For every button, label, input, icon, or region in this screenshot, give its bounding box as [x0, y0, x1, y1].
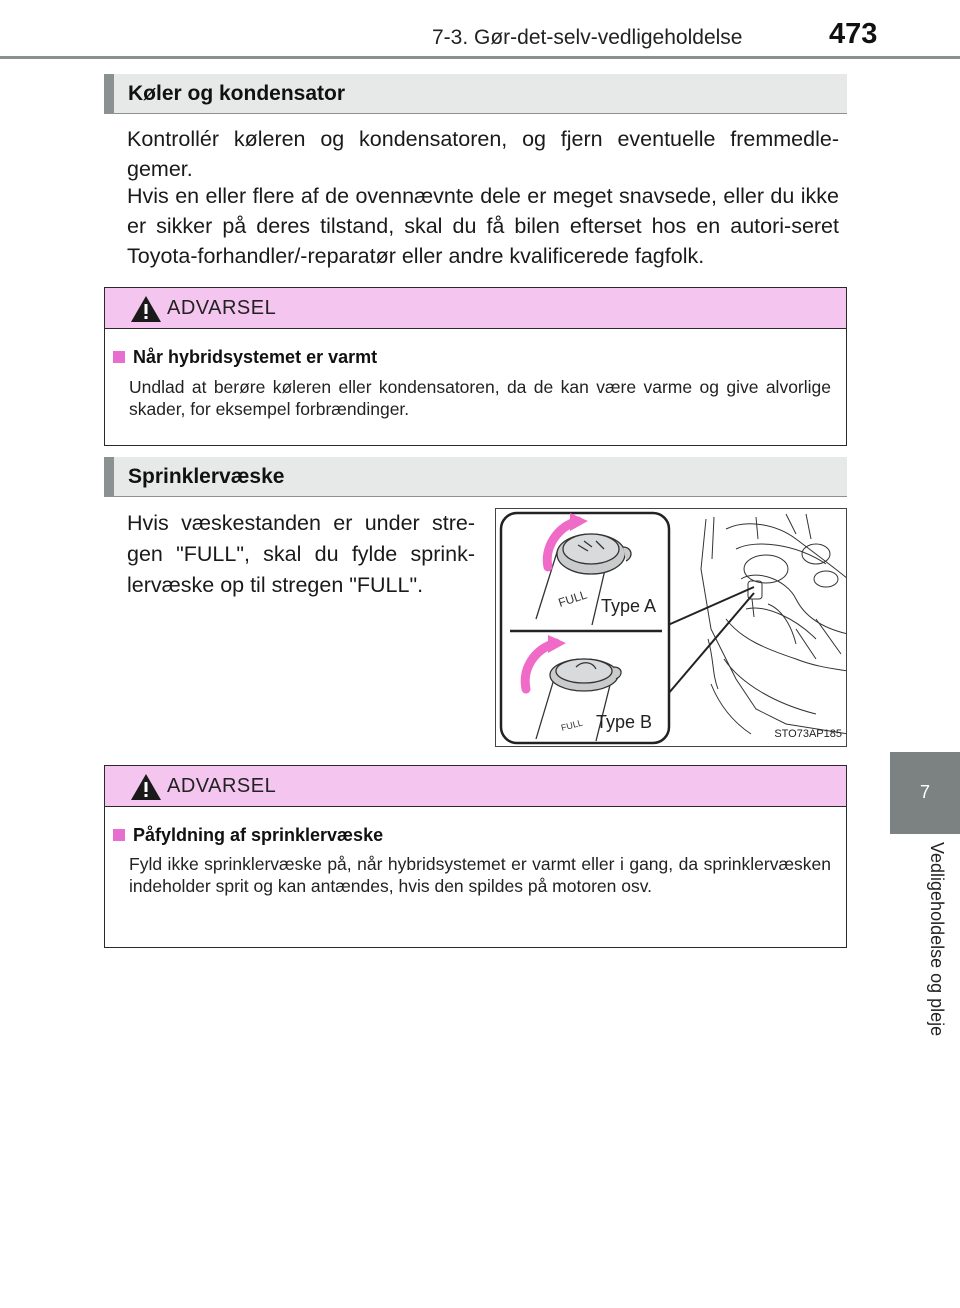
washer-fluid-paragraph: Hvis væskestanden er under stre-gen "FULL", skal du fylde sprink-lervæske op til stregen "FULL".	[127, 511, 475, 597]
warning-triangle-icon	[129, 294, 163, 324]
chapter-tab-label: Vedligeholdelse og pleje	[927, 842, 947, 1037]
radiator-paragraph-2: Hvis en eller flere af de ovennævnte dele er meget snavsede, eller du ikke er sikker på deres tilstand, skal du få bilen efterset hos en autori-seret Toyota-forhandler/-reparatør eller andre kvalificerede fagfolk.	[127, 184, 839, 268]
cap-label-a: FULL	[556, 587, 589, 610]
chapter-tab-number: 7	[919, 782, 930, 802]
figure-label-type-b: Type B	[596, 712, 653, 732]
warning-title: ADVARSEL	[167, 775, 277, 797]
warning-heading-text: Når hybridsystemet er varmt	[133, 347, 378, 367]
section-heading-text: Køler og kondensator	[128, 82, 346, 105]
warning-header	[105, 766, 846, 807]
section-heading-washer-fluid	[104, 457, 847, 497]
header-divider	[0, 56, 960, 59]
warning-title: ADVARSEL	[167, 297, 277, 319]
section-heading-text: Sprinklervæske	[128, 465, 285, 488]
radiator-paragraph-1: Kontrollér køleren og kondensatoren, og fjern eventuelle fremmedle-gemer.	[127, 127, 839, 181]
figure-code: STO73AP185	[774, 728, 842, 740]
bullet-square-icon	[113, 351, 125, 363]
warning-header	[105, 288, 846, 329]
warning-heading-text: Påfyldning af sprinklervæske	[133, 825, 384, 845]
warning-heading	[113, 347, 377, 368]
warning-box-washer-fluid	[104, 765, 847, 948]
warning-triangle-icon	[129, 772, 163, 802]
warning-heading	[113, 825, 383, 846]
chapter-tab[interactable]	[890, 752, 960, 834]
warning-text: Undlad at berøre køleren eller kondensatoren, da de kan være varme og give alvorlige skader, for eksempel forbrændinger.	[129, 377, 831, 419]
section-heading-radiator	[104, 74, 847, 114]
bullet-square-icon	[113, 829, 125, 841]
page-number: 473	[829, 18, 878, 50]
header-section-title: 7-3. Gør-det-selv-vedligeholdelse	[432, 26, 743, 49]
figure-label-type-a: Type A	[601, 596, 657, 616]
warning-text: Fyld ikke sprinklervæske på, når hybridsystemet er varmt eller i gang, da sprinklervæsken indeholder sprit og kan antændes, hvis den spildes på motoren osv.	[129, 854, 831, 896]
cap-label-b: FULL	[559, 717, 584, 733]
warning-box-hot-system	[104, 287, 847, 446]
engine-bay-drawing	[496, 509, 847, 747]
washer-fluid-illustration	[495, 508, 847, 747]
